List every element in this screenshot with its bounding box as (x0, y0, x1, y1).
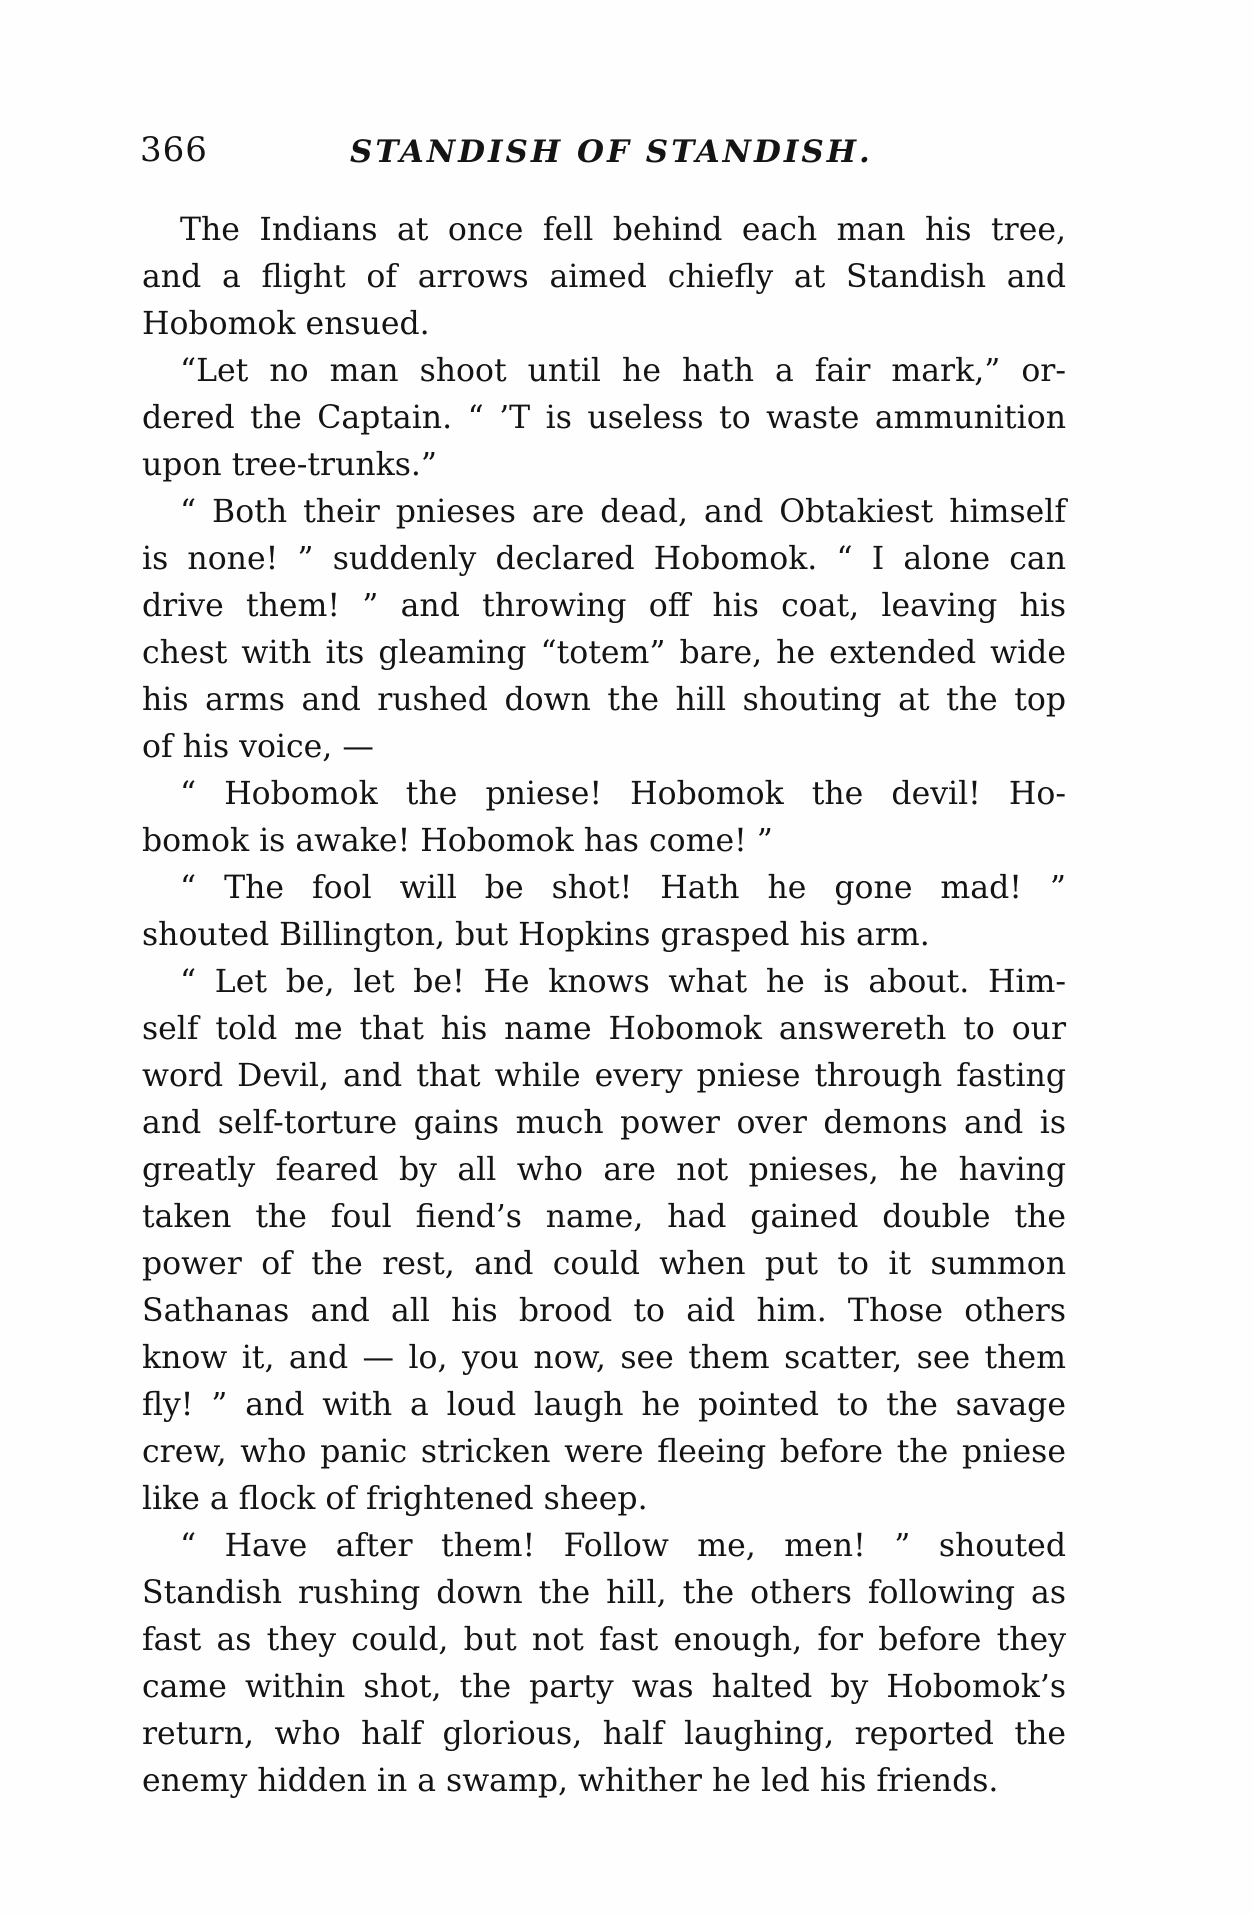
text-line: came within shot, the party was halted by Hobomok’s (142, 1669, 1066, 1705)
text-line: Hobomok ensued. (142, 306, 430, 342)
text-line: enemy hidden in a swamp, whither he led his friends. (142, 1763, 999, 1799)
text-line: “Let no man shoot until he hath a fair mark,” or- (180, 353, 1066, 389)
text-line: “ Hobomok the pniese! Hobomok the devil! Ho- (180, 776, 1066, 812)
text-line: power of the rest, and could when put to it summon (142, 1246, 1066, 1282)
text-line: return, who half glorious, half laughing, reported the (142, 1716, 1066, 1752)
text-line: greatly feared by all who are not pnieses, he having (142, 1152, 1066, 1188)
text-line: of his voice, — (142, 729, 374, 765)
text-line: “ Have after them! Follow me, men! ” shouted (180, 1528, 1066, 1564)
text-line: drive them! ” and throwing off his coat, leaving his (142, 588, 1066, 624)
text-line: “ The fool will be shot! Hath he gone mad! ” (180, 870, 1066, 906)
text-line: fast as they could, but not fast enough, for before they (142, 1622, 1066, 1658)
text-line: “ Both their pnieses are dead, and Obtakiest himself (180, 494, 1066, 530)
text-line: chest with its gleaming “totem” bare, he extended wide (142, 635, 1066, 671)
text-line: and a flight of arrows aimed chiefly at Standish and (142, 259, 1066, 295)
page-header (140, 130, 1070, 180)
text-line: bomok is awake! Hobomok has come! ” (142, 823, 773, 859)
text-line: shouted Billington, but Hopkins grasped his arm. (142, 917, 930, 953)
running-title: STANDISH OF STANDISH. (350, 134, 873, 170)
text-line: and self-torture gains much power over demons and is (142, 1105, 1066, 1141)
text-line: know it, and — lo, you now, see them scatter, see them (142, 1340, 1066, 1376)
text-line: The Indians at once fell behind each man his tree, (180, 212, 1066, 248)
text-line: Standish rushing down the hill, the others following as (142, 1575, 1066, 1611)
text-line: Sathanas and all his brood to aid him. Those others (142, 1293, 1066, 1329)
body-text (142, 207, 1066, 1805)
text-line: “ Let be, let be! He knows what he is about. Him- (180, 964, 1066, 1000)
text-line: crew, who panic stricken were fleeing before the pniese (142, 1434, 1066, 1470)
text-line: his arms and rushed down the hill shouting at the top (142, 682, 1066, 718)
text-line: is none! ” suddenly declared Hobomok. “ I alone can (142, 541, 1066, 577)
page-number: 366 (140, 130, 208, 170)
text-line: like a flock of frightened sheep. (142, 1481, 648, 1517)
text-line: dered the Captain. “ ’T is useless to waste ammunition (142, 400, 1066, 436)
text-line: taken the foul fiend’s name, had gained double the (142, 1199, 1066, 1235)
text-line: fly! ” and with a loud laugh he pointed to the savage (142, 1387, 1066, 1423)
text-line: word Devil, and that while every pniese through fasting (142, 1058, 1066, 1094)
text-line: self told me that his name Hobomok answereth to our (142, 1011, 1066, 1047)
text-line: upon tree-trunks.” (142, 447, 438, 483)
